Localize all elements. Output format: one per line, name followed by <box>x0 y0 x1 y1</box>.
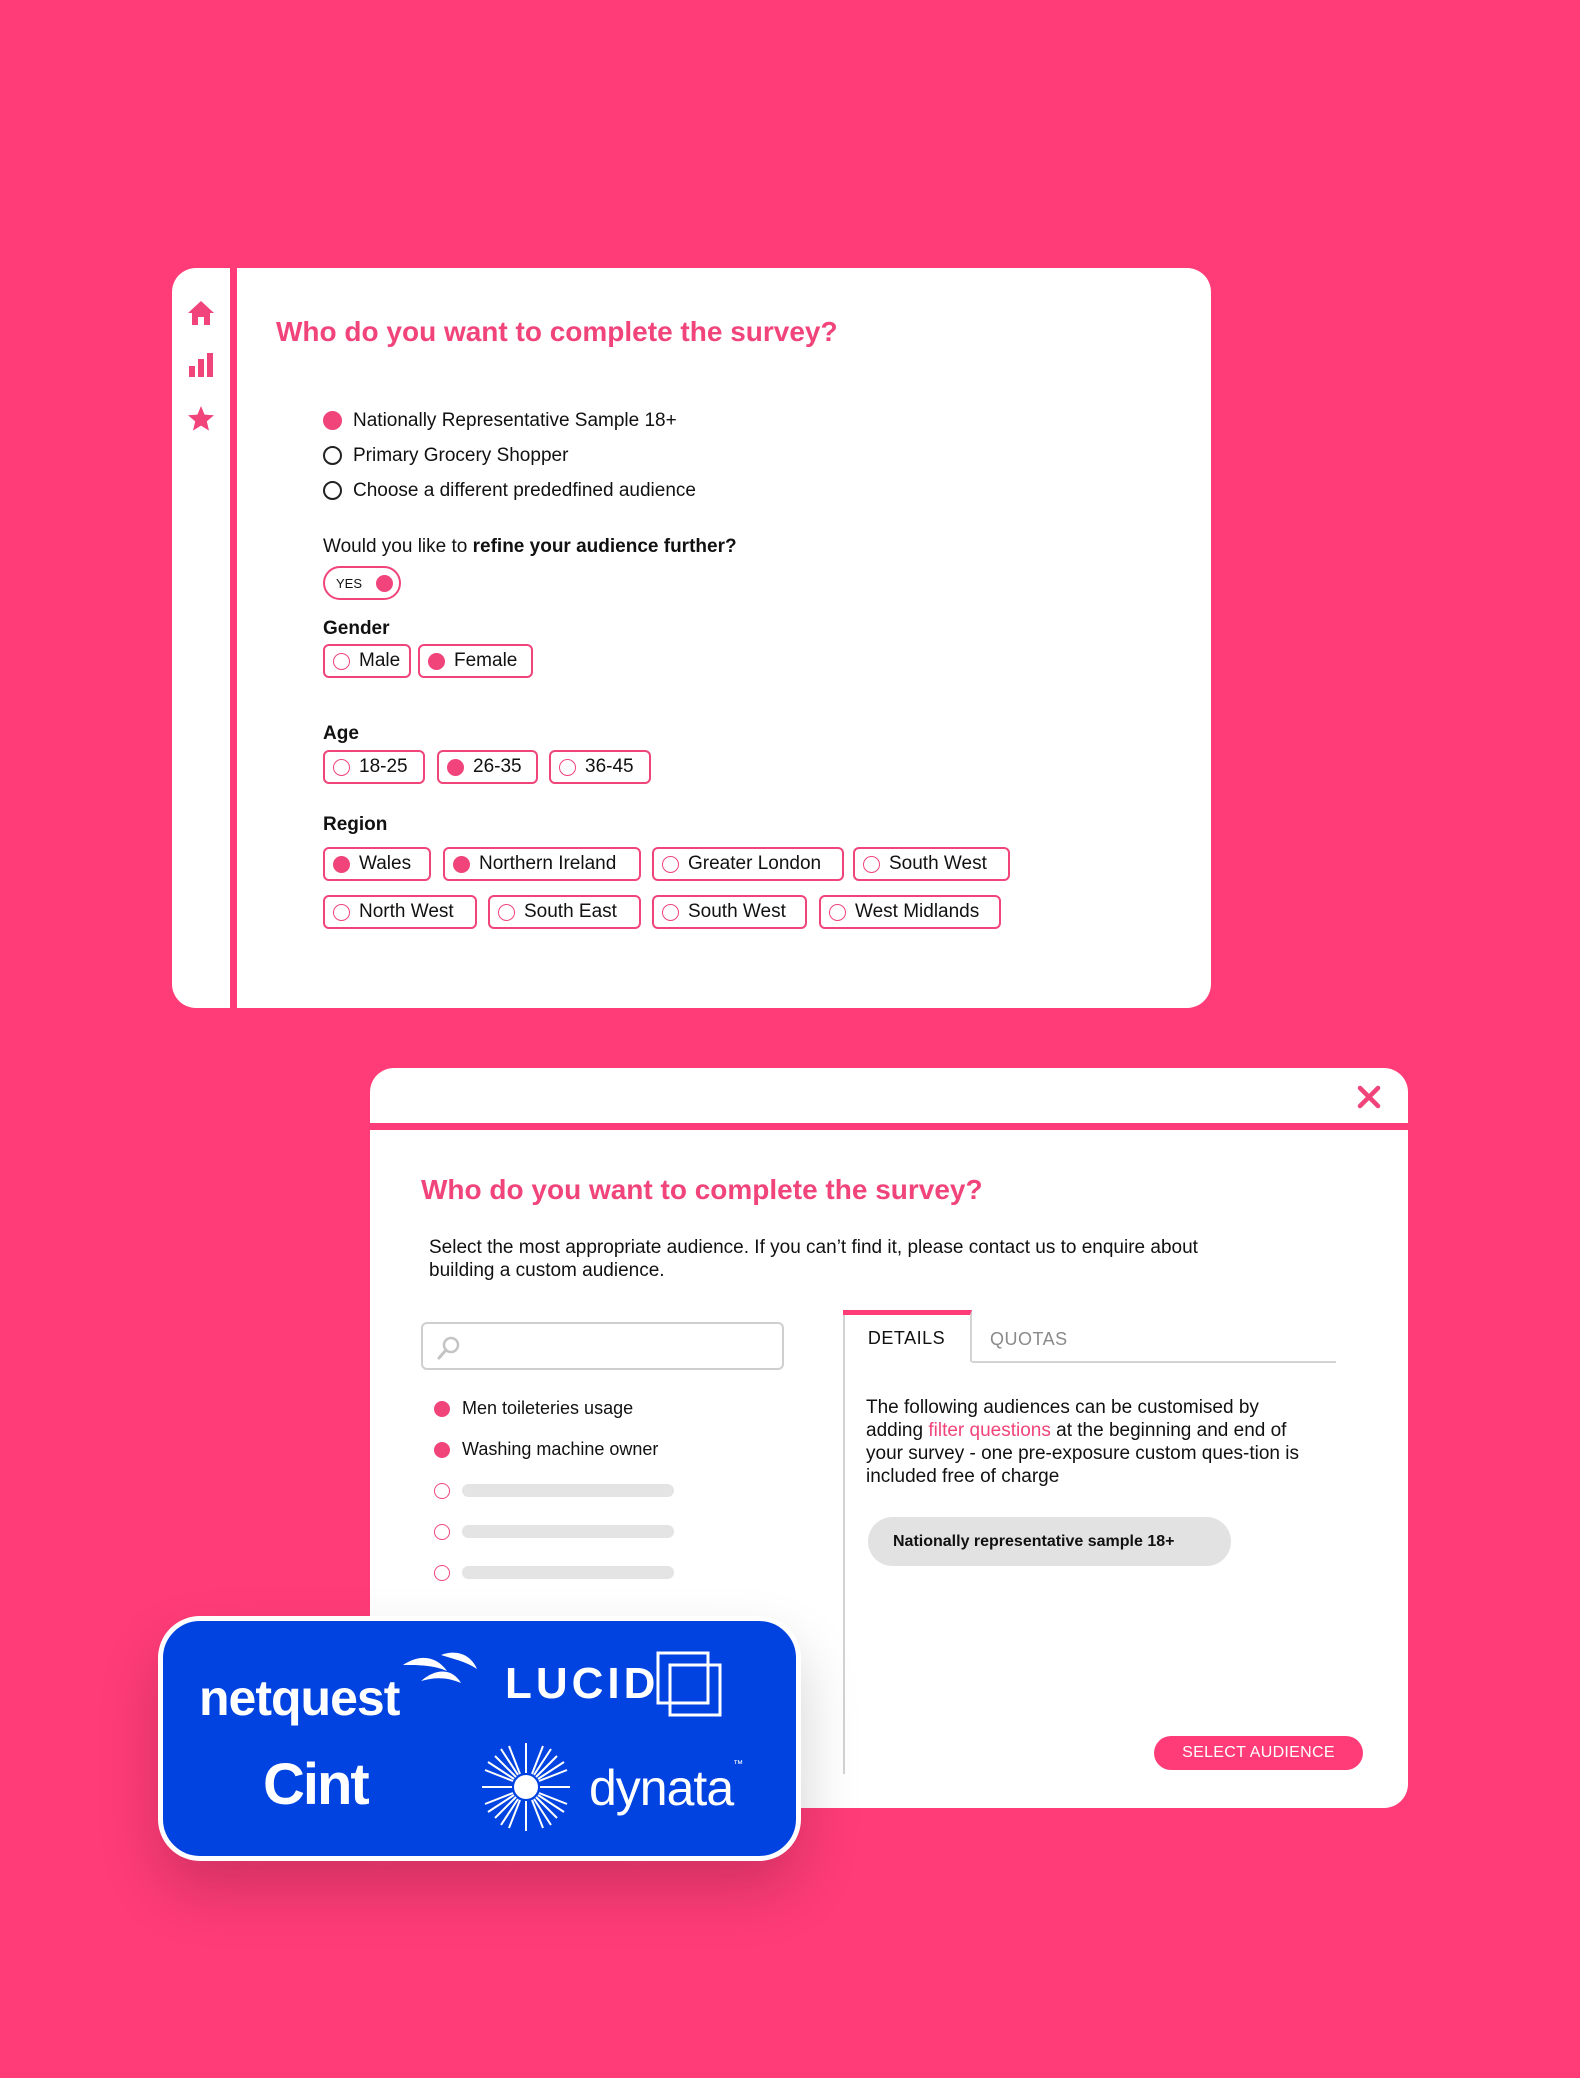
chip-label: South East <box>524 901 617 922</box>
region-label: Region <box>323 814 388 835</box>
tab-quotas[interactable]: QUOTAS <box>990 1328 1068 1349</box>
chip-region-greater-london[interactable] <box>652 847 844 881</box>
radio-unselected[interactable] <box>434 1483 450 1499</box>
refine-prefix: Would you like to <box>323 536 473 557</box>
chip-radio <box>453 856 470 873</box>
partner-logos-card <box>158 1616 801 1861</box>
audience-option-grocery[interactable] <box>323 438 696 473</box>
chip-radio <box>333 904 350 921</box>
radio-unselected[interactable] <box>434 1565 450 1581</box>
sidebar-divider <box>230 268 237 1008</box>
audience-radio-group <box>323 403 696 508</box>
audience-list <box>434 1388 674 1593</box>
list-item-placeholder[interactable] <box>434 1470 674 1511</box>
chip-age-18-25[interactable] <box>323 750 425 784</box>
chip-label: Wales <box>359 853 412 874</box>
close-icon[interactable] <box>1354 1082 1384 1112</box>
details-text-part: The following audiences can be customised by adding <box>866 1397 1259 1441</box>
chip-radio <box>333 759 350 776</box>
radio-selected[interactable] <box>434 1401 450 1417</box>
chip-age-36-45[interactable] <box>549 750 651 784</box>
list-item-label: Men toileteries usage <box>462 1398 634 1418</box>
chip-radio <box>333 653 350 670</box>
audience-option-label: Nationally Representative Sample 18+ <box>353 409 677 431</box>
radio-selected[interactable] <box>323 411 342 430</box>
chip-label: 36-45 <box>585 756 634 777</box>
home-icon[interactable] <box>186 298 216 328</box>
chip-label: North West <box>359 901 454 922</box>
chip-radio <box>662 904 679 921</box>
chip-region-south-west[interactable] <box>853 847 1010 881</box>
details-text-part: at the beginning and end of your survey - one pre-exposure custom ques-tion is included free of charge <box>866 1420 1299 1487</box>
chip-radio <box>863 856 880 873</box>
radio-unselected[interactable] <box>323 446 342 465</box>
star-icon[interactable] <box>186 403 216 433</box>
chip-region-north-west[interactable] <box>323 895 477 929</box>
chip-label: 18-25 <box>359 756 408 777</box>
toggle-label: YES <box>336 575 363 591</box>
refine-question <box>323 536 737 558</box>
filter-questions-link[interactable]: filter questions <box>928 1420 1051 1441</box>
select-audience-button[interactable]: SELECT AUDIENCE <box>1154 1736 1363 1770</box>
placeholder-bar <box>462 1484 674 1497</box>
dynata-sunburst-icon <box>478 1739 574 1835</box>
refine-toggle[interactable] <box>323 566 401 600</box>
chip-label: Male <box>359 650 401 671</box>
radio-selected[interactable] <box>434 1442 450 1458</box>
chip-region-northern-ireland[interactable] <box>443 847 641 881</box>
netquest-logo: netquest <box>199 1670 400 1726</box>
chip-region-west-midlands[interactable] <box>819 895 1001 929</box>
sample-pill[interactable]: Nationally representative sample 18+ <box>868 1517 1231 1566</box>
list-item-placeholder[interactable] <box>434 1511 674 1552</box>
list-item[interactable] <box>434 1429 674 1470</box>
details-description <box>866 1396 1306 1488</box>
chip-region-wales[interactable] <box>323 847 431 881</box>
search-input[interactable] <box>421 1322 784 1370</box>
chip-gender-female[interactable] <box>418 644 533 678</box>
chip-label: West Midlands <box>855 901 980 922</box>
chip-label: South West <box>889 853 987 874</box>
chip-label: Northern Ireland <box>479 853 617 874</box>
audience-option-label: Primary Grocery Shopper <box>353 444 569 466</box>
chip-age-26-35[interactable] <box>437 750 538 784</box>
lucid-squares-icon <box>656 1651 724 1719</box>
chip-radio <box>559 759 576 776</box>
placeholder-bar <box>462 1525 674 1538</box>
chip-gender-male[interactable] <box>323 644 411 678</box>
audience-card <box>172 268 1211 1008</box>
chip-region-south-east[interactable] <box>488 895 641 929</box>
chip-radio <box>829 904 846 921</box>
chip-label: Greater London <box>688 853 822 874</box>
audience-option-predefined[interactable] <box>323 473 696 508</box>
modal-intro: Select the most appropriate audience. If you can’t find it, please contact us to enquire about building a custom audience. <box>429 1237 1198 1281</box>
list-item-label: Washing machine owner <box>462 1439 659 1459</box>
audience-option-national[interactable] <box>323 403 696 438</box>
lucid-logo: LUCID <box>505 1659 660 1708</box>
audience-option-label: Choose a different prededfined audience <box>353 479 696 501</box>
gender-label: Gender <box>323 618 390 639</box>
chip-label: 26-35 <box>473 756 522 777</box>
chip-label: Female <box>454 650 518 671</box>
placeholder-bar <box>462 1566 674 1579</box>
radio-unselected[interactable] <box>434 1524 450 1540</box>
chip-radio <box>498 904 515 921</box>
radio-unselected[interactable] <box>323 481 342 500</box>
modal-header-bar <box>370 1123 1408 1130</box>
cint-logo: Cint <box>263 1752 368 1817</box>
chip-region-south-west-2[interactable] <box>652 895 807 929</box>
netquest-wing-icon <box>403 1651 479 1697</box>
chip-radio <box>333 856 350 873</box>
list-item[interactable] <box>434 1388 674 1429</box>
panel-divider <box>843 1314 845 1774</box>
dynata-logo <box>589 1759 742 1817</box>
tab-underline <box>972 1361 1336 1363</box>
refine-bold: refine your audience further? <box>472 536 737 557</box>
dynata-wordmark: dynata <box>589 1760 734 1816</box>
list-item-placeholder[interactable] <box>434 1552 674 1593</box>
modal-title: Who do you want to complete the survey? <box>421 1174 983 1205</box>
age-label: Age <box>323 723 359 744</box>
chip-label: South West <box>688 901 786 922</box>
tab-details[interactable]: DETAILS <box>843 1310 972 1362</box>
page-title: Who do you want to complete the survey? <box>276 316 838 347</box>
chip-radio <box>662 856 679 873</box>
bar-chart-icon[interactable] <box>186 350 216 380</box>
toggle-knob <box>376 575 393 592</box>
dynata-trademark: ™ <box>733 1759 743 1770</box>
search-icon <box>437 1335 461 1361</box>
chip-radio <box>447 759 464 776</box>
chip-radio <box>428 653 445 670</box>
